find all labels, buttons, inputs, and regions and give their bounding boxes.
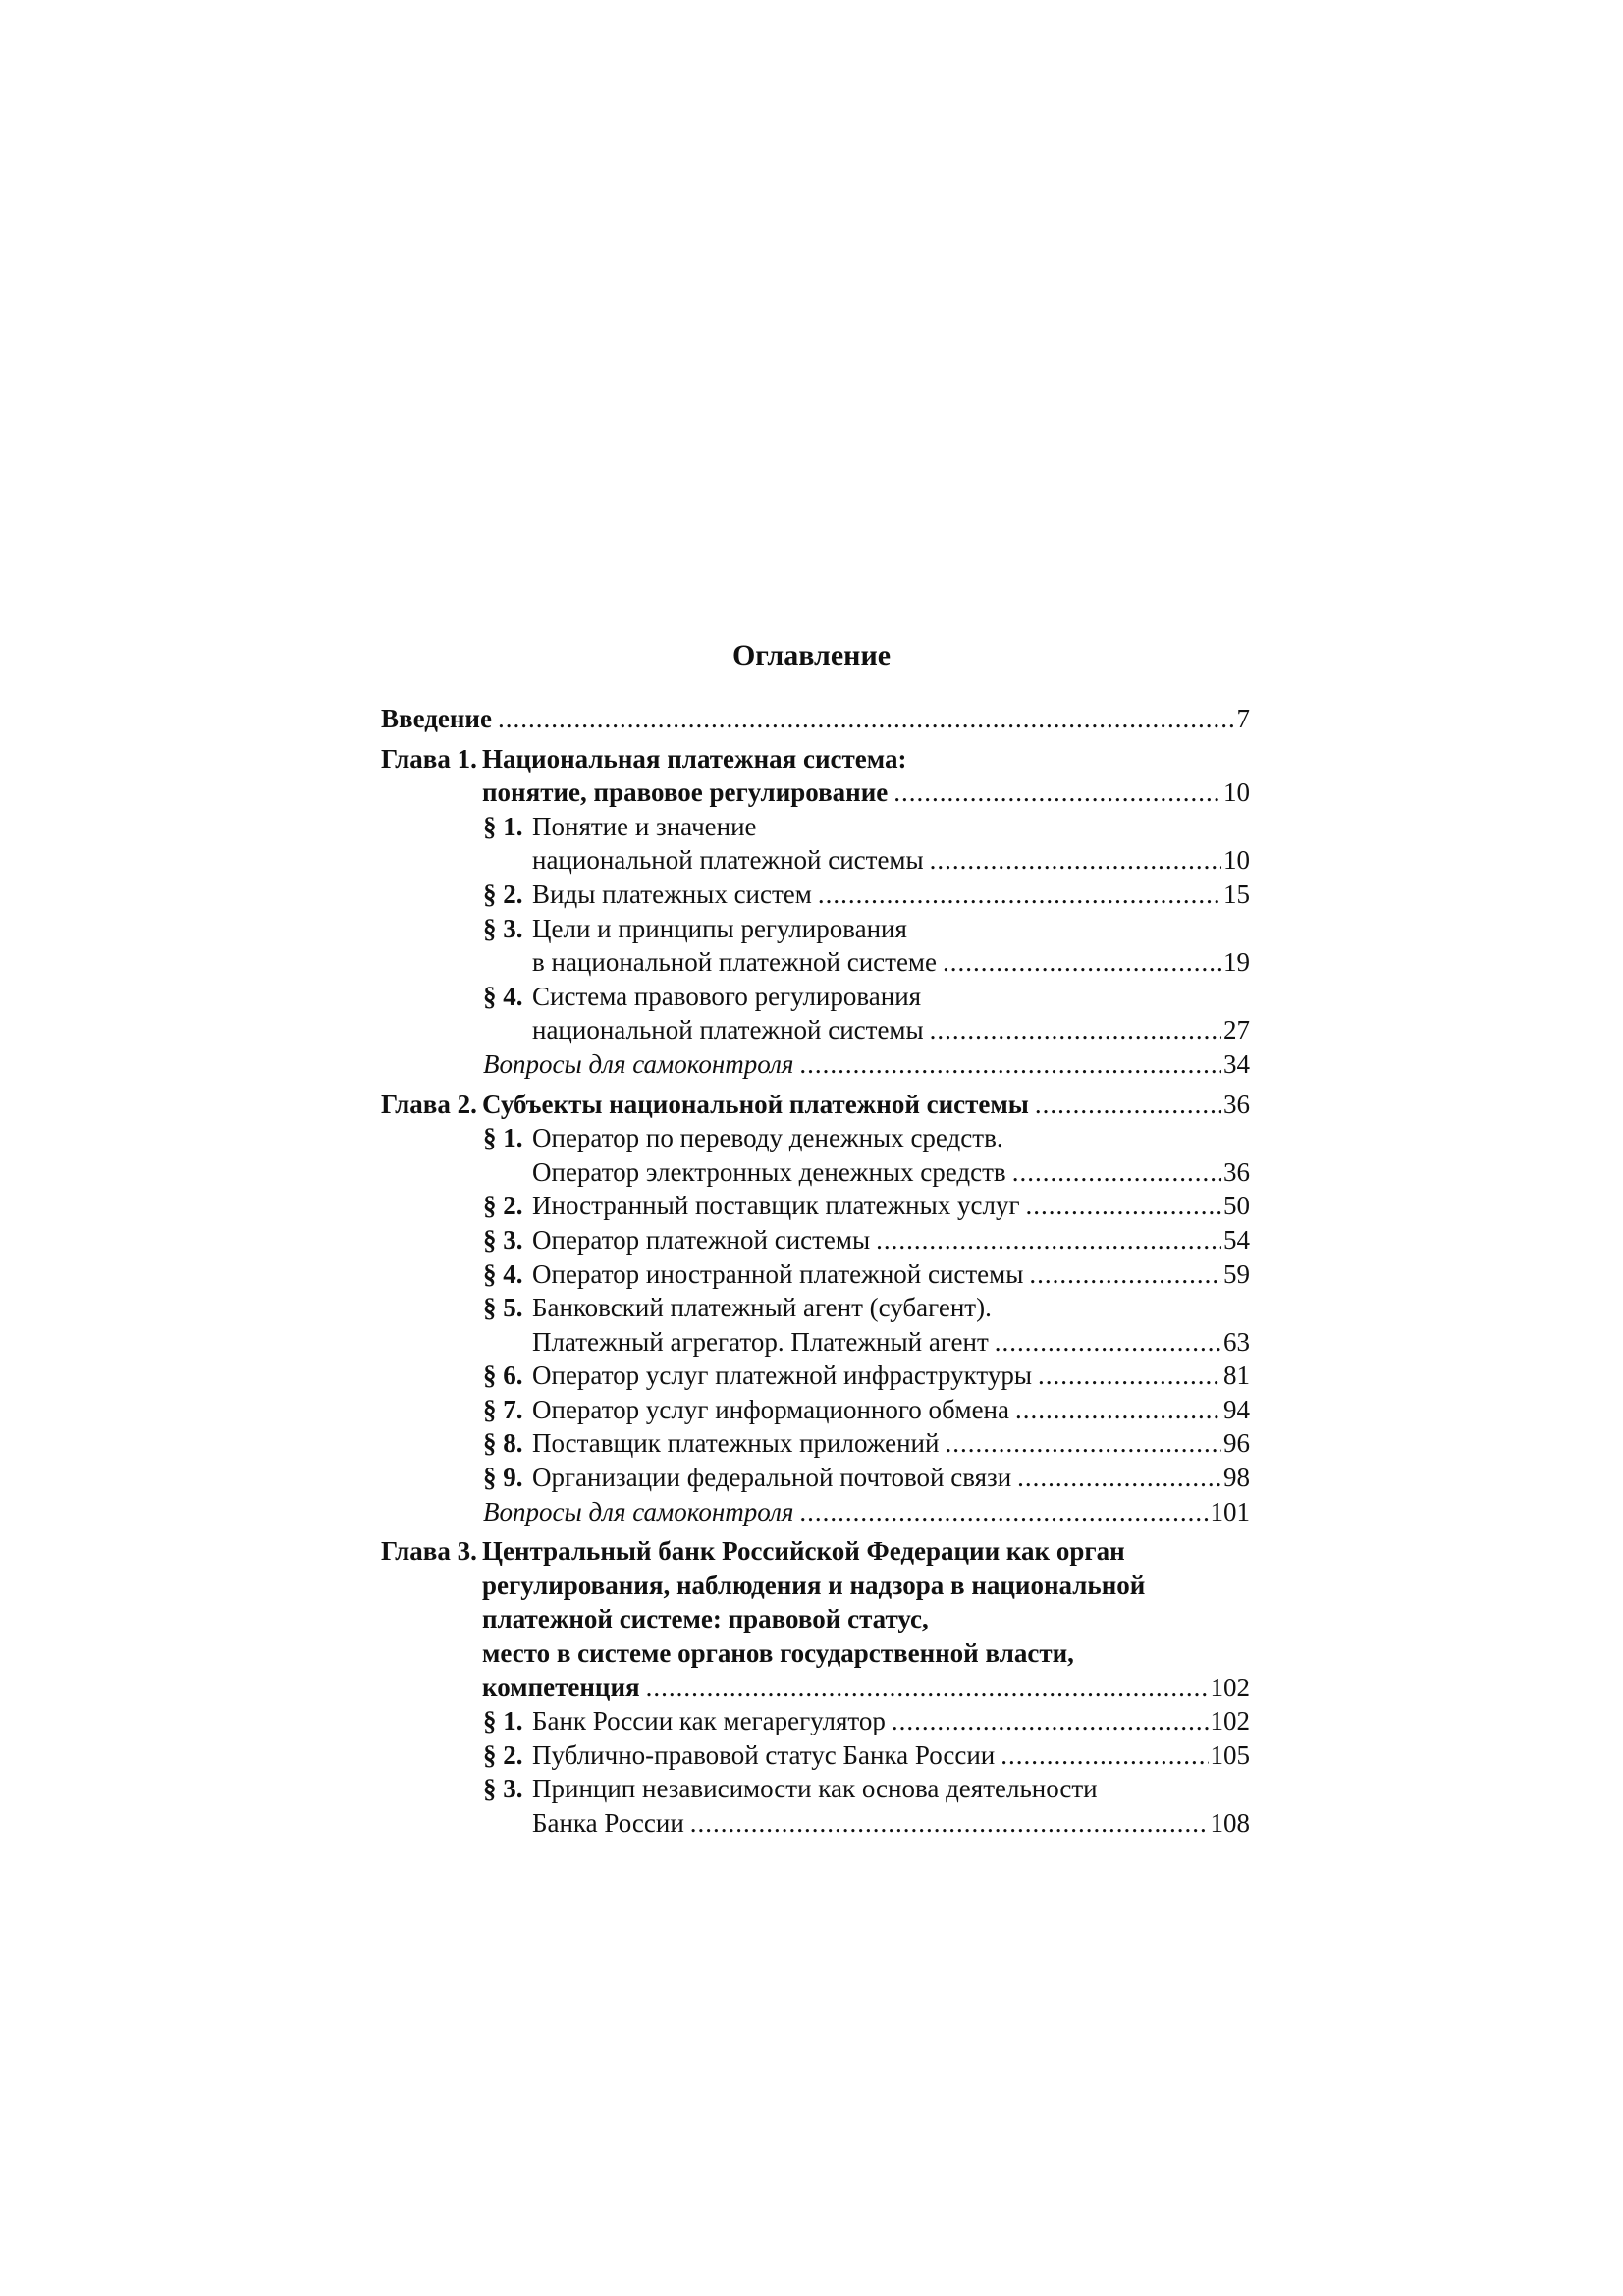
toc-page-number: 101 bbox=[1210, 1496, 1250, 1526]
dot-leader bbox=[892, 1704, 1209, 1738]
dot-leader bbox=[1035, 1088, 1221, 1122]
section-line bbox=[381, 1704, 1250, 1738]
dot-leader bbox=[930, 843, 1221, 878]
section-number: § 5. bbox=[483, 1293, 523, 1323]
toc-page-number: 36 bbox=[1223, 1089, 1250, 1119]
section-title: Цели и принципы регулирования bbox=[532, 913, 907, 943]
section-number: § 7. bbox=[483, 1394, 523, 1424]
toc-chapter bbox=[381, 1088, 1250, 1529]
toc-chapter bbox=[381, 1534, 1250, 1840]
toc-page-number: 19 bbox=[1223, 947, 1250, 978]
chapter-title-line bbox=[381, 1636, 1250, 1671]
questions-line bbox=[381, 1495, 1250, 1529]
dot-leader bbox=[1029, 1257, 1221, 1292]
dot-leader bbox=[799, 1047, 1221, 1082]
section-number: § 2. bbox=[483, 1191, 523, 1221]
dot-leader bbox=[945, 1426, 1221, 1461]
section-title: Публично-правовой статус Банка России bbox=[532, 1739, 996, 1770]
chapter-title: место в системе органов государственной власти, bbox=[482, 1638, 1074, 1669]
toc-entry-intro bbox=[381, 702, 1250, 736]
toc-page-number: 108 bbox=[1210, 1808, 1250, 1838]
dot-leader bbox=[893, 775, 1221, 810]
section-title: Оператор по переводу денежных средств. bbox=[532, 1123, 1003, 1153]
section-title: Оператор иностранной платежной системы bbox=[532, 1258, 1024, 1289]
toc-page-number: 98 bbox=[1223, 1463, 1250, 1493]
toc-page-number: 15 bbox=[1223, 879, 1250, 909]
dot-leader bbox=[1026, 1189, 1221, 1223]
toc-page-number: 54 bbox=[1223, 1224, 1250, 1255]
chapter-title: регулирования, наблюдения и надзора в национальной bbox=[482, 1570, 1146, 1600]
toc-page-number: 81 bbox=[1223, 1361, 1250, 1391]
section-line bbox=[381, 1426, 1250, 1461]
section-line bbox=[381, 1325, 1250, 1360]
dot-leader bbox=[818, 878, 1221, 912]
section-line bbox=[381, 1013, 1250, 1047]
dot-leader bbox=[799, 1495, 1208, 1529]
section-line bbox=[381, 810, 1250, 844]
chapter-title: понятие, правовое регулирование bbox=[482, 777, 889, 808]
toc-page-number: 10 bbox=[1223, 845, 1250, 876]
chapter-title: платежной системе: правовой статус, bbox=[482, 1604, 929, 1634]
toc-page-number: 59 bbox=[1223, 1258, 1250, 1289]
questions-label: Вопросы для самоконтроля bbox=[483, 1496, 794, 1526]
toc-page-number: 7 bbox=[1236, 704, 1250, 733]
section-number: § 8. bbox=[483, 1428, 523, 1459]
chapter-title-line bbox=[381, 1671, 1250, 1705]
section-title: Банка России bbox=[532, 1808, 684, 1838]
section-line bbox=[381, 980, 1250, 1014]
section-line bbox=[381, 1393, 1250, 1427]
section-line bbox=[381, 843, 1250, 878]
section-number: § 2. bbox=[483, 1739, 523, 1770]
section-line bbox=[381, 1461, 1250, 1495]
toc-page-number: 102 bbox=[1210, 1672, 1250, 1702]
chapter-title-line bbox=[381, 1534, 1250, 1569]
section-line bbox=[381, 1257, 1250, 1292]
section-line bbox=[381, 1121, 1250, 1155]
dot-leader bbox=[995, 1325, 1221, 1360]
section-line bbox=[381, 1359, 1250, 1393]
section-line bbox=[381, 1291, 1250, 1325]
dot-leader bbox=[690, 1806, 1209, 1841]
section-line bbox=[381, 1772, 1250, 1806]
table-of-contents bbox=[381, 702, 1250, 1841]
section-number: § 3. bbox=[483, 1224, 523, 1255]
dot-leader bbox=[943, 945, 1221, 980]
chapter-label: Глава 2. bbox=[381, 1089, 477, 1119]
section-title: в национальной платежной системе bbox=[532, 947, 938, 978]
toc-page-number: 10 bbox=[1223, 777, 1250, 808]
section-line bbox=[381, 1189, 1250, 1223]
section-line bbox=[381, 878, 1250, 912]
chapter-title-line bbox=[381, 1602, 1250, 1636]
dot-leader bbox=[1017, 1461, 1221, 1495]
section-title: национальной платежной системы bbox=[532, 1015, 924, 1045]
chapter-title: Национальная платежная система: bbox=[482, 743, 907, 774]
toc-entry-label: Введение bbox=[381, 704, 492, 733]
toc-page-number: 94 bbox=[1223, 1394, 1250, 1424]
section-number: § 9. bbox=[483, 1463, 523, 1493]
section-number: § 2. bbox=[483, 879, 523, 909]
chapter-title: Субъекты национальной платежной системы bbox=[482, 1089, 1029, 1119]
section-title: Платежный агрегатор. Платежный агент bbox=[532, 1326, 989, 1357]
questions-label: Вопросы для самоконтроля bbox=[483, 1048, 794, 1079]
section-line bbox=[381, 1806, 1250, 1841]
toc-page-number: 36 bbox=[1223, 1156, 1250, 1187]
dot-leader bbox=[930, 1013, 1221, 1047]
dot-leader bbox=[1015, 1393, 1221, 1427]
toc-page-number: 96 bbox=[1223, 1428, 1250, 1459]
section-title: Банк России как мегарегулятор bbox=[532, 1706, 886, 1736]
section-title: Организации федеральной почтовой связи bbox=[532, 1463, 1012, 1493]
section-title: Оператор услуг платежной инфраструктуры bbox=[532, 1361, 1032, 1391]
section-line bbox=[381, 945, 1250, 980]
chapter-title: компетенция bbox=[482, 1672, 640, 1702]
toc-page-number: 50 bbox=[1223, 1191, 1250, 1221]
section-number: § 3. bbox=[483, 913, 523, 943]
dot-leader bbox=[876, 1223, 1221, 1257]
section-line bbox=[381, 912, 1250, 946]
toc-page-number: 34 bbox=[1223, 1048, 1250, 1079]
section-title: Оператор платежной системы bbox=[532, 1224, 871, 1255]
dot-leader bbox=[498, 702, 1235, 736]
section-title: Понятие и значение bbox=[532, 811, 757, 841]
chapter-title-line bbox=[381, 1569, 1250, 1603]
toc-page-number: 102 bbox=[1210, 1706, 1250, 1736]
dot-leader bbox=[646, 1671, 1209, 1705]
dot-leader bbox=[1001, 1738, 1208, 1773]
section-number: § 4. bbox=[483, 1258, 523, 1289]
toc-chapter bbox=[381, 742, 1250, 1082]
section-number: § 6. bbox=[483, 1361, 523, 1391]
section-title: Иностранный поставщик платежных услуг bbox=[532, 1191, 1020, 1221]
section-title: национальной платежной системы bbox=[532, 845, 924, 876]
toc-page-number: 27 bbox=[1223, 1015, 1250, 1045]
dot-leader bbox=[1012, 1155, 1221, 1190]
section-number: § 1. bbox=[483, 1123, 523, 1153]
section-title: Система правового регулирования bbox=[532, 981, 922, 1011]
section-number: § 1. bbox=[483, 811, 523, 841]
chapter-label: Глава 3. bbox=[381, 1536, 477, 1567]
section-number: § 4. bbox=[483, 981, 523, 1011]
toc-page-number: 63 bbox=[1223, 1326, 1250, 1357]
dot-leader bbox=[1038, 1359, 1221, 1393]
section-title: Виды платежных систем bbox=[532, 879, 812, 909]
section-title: Оператор услуг информационного обмена bbox=[532, 1394, 1009, 1424]
section-line bbox=[381, 1155, 1250, 1190]
section-number: § 1. bbox=[483, 1706, 523, 1736]
section-title: Банковский платежный агент (субагент). bbox=[532, 1293, 992, 1323]
chapter-title-line bbox=[381, 775, 1250, 810]
section-title: Поставщик платежных приложений bbox=[532, 1428, 940, 1459]
toc-page-number: 105 bbox=[1210, 1739, 1250, 1770]
section-line bbox=[381, 1223, 1250, 1257]
section-line bbox=[381, 1738, 1250, 1773]
chapter-label: Глава 1. bbox=[381, 743, 477, 774]
page-title: Оглавление bbox=[731, 639, 892, 671]
section-number: § 3. bbox=[483, 1774, 523, 1804]
chapter-title-line bbox=[381, 742, 1250, 776]
chapter-title: Центральный банк Российской Федерации как орган bbox=[482, 1536, 1125, 1567]
section-title: Оператор электронных денежных средств bbox=[532, 1156, 1006, 1187]
chapter-title-line bbox=[381, 1088, 1250, 1122]
questions-line bbox=[381, 1047, 1250, 1082]
section-title: Принцип независимости как основа деятельности bbox=[532, 1774, 1098, 1804]
